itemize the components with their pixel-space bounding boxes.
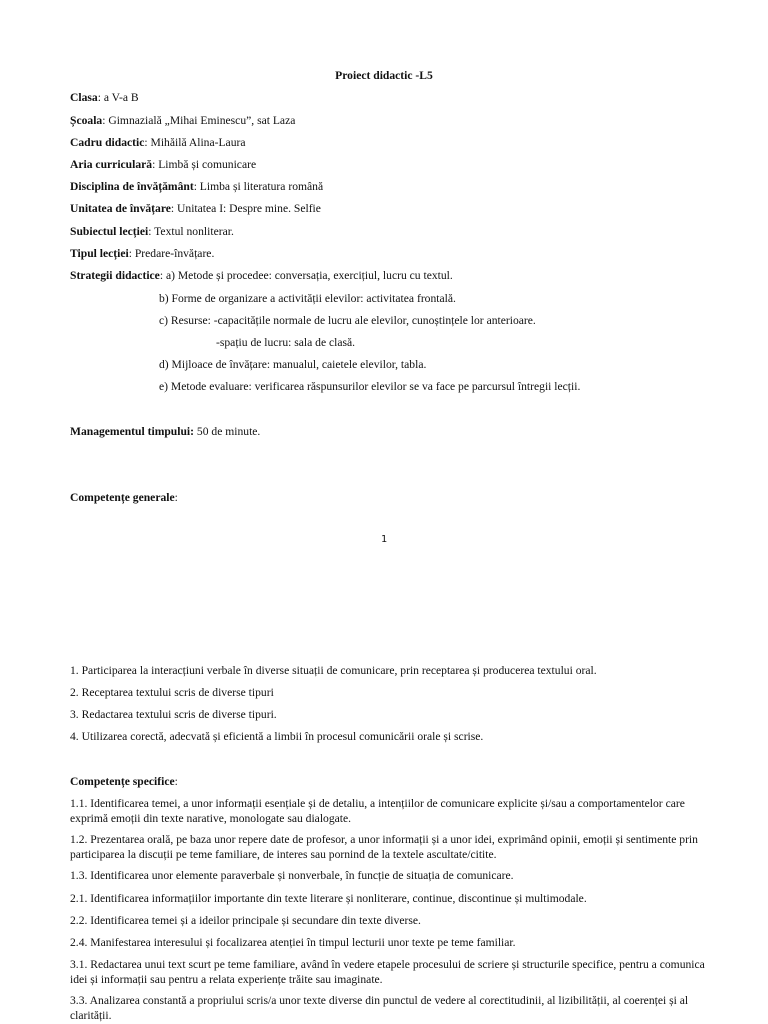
management-timp <box>70 425 260 439</box>
strategii-a: : a) Metode și procedee: conversația, exercițiul, lucru cu textul. <box>159 269 453 282</box>
field-disciplina-label: Disciplina de învățământ <box>70 180 194 193</box>
field-subiectul-label: Subiectul lecției <box>70 225 149 238</box>
strategii-c2: -spațiu de lucru: sala de clasă. <box>216 336 356 349</box>
document-title: Proiect didactic -L5 <box>335 69 433 82</box>
field-clasa-value: : a V-a B <box>97 91 139 104</box>
field-tipul-label: Tipul lecției <box>70 247 129 260</box>
field-clasa <box>70 91 139 105</box>
competente-specifice-heading <box>70 775 178 789</box>
field-tipul <box>70 247 214 261</box>
field-subiectul-value: : Textul nonliterar. <box>148 225 234 238</box>
field-scoala-value: : Gimnazială „Mihai Eminescu”, sat Laza <box>102 114 296 127</box>
competenta-specifica-2-2: 2.2. Identificarea temei și a ideilor principale și secundare din texte diverse. <box>70 914 421 927</box>
competente-generale-label: Competențe generale <box>70 491 175 504</box>
competenta-generala-3: 3. Redactarea textului scris de diverse tipuri. <box>70 708 277 721</box>
competenta-generala-1: 1. Participarea la interacțiuni verbale în diverse situații de comunicare, prin receptarea și producerea textului oral. <box>70 664 597 677</box>
competente-generale-heading <box>70 491 178 505</box>
strategii-b: b) Forme de organizare a activității elevilor: activitatea frontală. <box>159 292 456 305</box>
field-cadru-value: : Mihăilă Alina-Laura <box>144 136 246 149</box>
competenta-generala-2: 2. Receptarea textului scris de diverse tipuri <box>70 686 274 699</box>
competente-generale-colon: : <box>174 491 178 504</box>
field-clasa-label: Clasa <box>70 91 98 104</box>
competenta-specifica-2-1: 2.1. Identificarea informațiilor importante din texte literare și nonliterare, continue, discontinue și multimodale. <box>70 892 587 905</box>
field-disciplina-value: : Limba și literatura română <box>193 180 324 193</box>
strategii-e: e) Metode evaluare: verificarea răspunsurilor elevilor se va face pe parcursul întregii lecții. <box>159 380 581 393</box>
competenta-specifica-3-1: 3.1. Redactarea unui text scurt pe teme familiare, având în vedere etapele procesului de scriere și structurile specifice, pentru a comunica idei și informații sau pentru a relata experiențe trăite sau imaginate. <box>70 958 705 986</box>
competenta-specifica-2-4: 2.4. Manifestarea interesului și focalizarea atenției în timpul lecturii unor texte pe teme familiar. <box>70 936 516 949</box>
competenta-specifica-1-1: 1.1. Identificarea temei, a unor informații esențiale și de detaliu, a intențiilor de comunicare explicite și/sau a comportamentelor care exprimă emoții din texte narative, monologate sau dialogate. <box>70 797 685 825</box>
page-number: 1 <box>380 534 388 545</box>
field-cadru-didactic <box>70 136 246 150</box>
management-label: Managementul timpului: <box>70 425 194 438</box>
competente-specifice-colon: : <box>174 775 178 788</box>
field-scoala-label: Școala <box>70 114 103 127</box>
field-unitatea-label: Unitatea de învățare <box>70 202 171 215</box>
field-aria-value: : Limbă și comunicare <box>152 158 257 171</box>
field-unitatea-value: : Unitatea I: Despre mine. Selfie <box>170 202 321 215</box>
field-cadru-label: Cadru didactic <box>70 136 145 149</box>
field-aria-curriculara <box>70 158 256 172</box>
strategii-line-a <box>70 269 453 283</box>
field-scoala <box>70 114 295 128</box>
field-disciplina <box>70 180 323 194</box>
competenta-specifica-1-3: 1.3. Identificarea unor elemente paraverbale și nonverbale, în funcție de situația de comunicare. <box>70 869 514 882</box>
management-value: 50 de minute. <box>194 425 261 438</box>
field-unitatea <box>70 202 321 216</box>
field-aria-label: Aria curriculară <box>70 158 153 171</box>
competenta-specifica-1-2: 1.2. Prezentarea orală, pe baza unor repere date de profesor, a unor informații și a unor idei, exprimând opinii, emoții și sentimente prin participarea la discuții pe teme familiare, de interes sau pornind de la textele ascultate/citite. <box>70 833 698 861</box>
strategii-d: d) Mijloace de învățare: manualul, caietele elevilor, tabla. <box>159 358 427 371</box>
competenta-specifica-3-3: 3.3. Analizarea constantă a propriului scris/a unor texte diverse din punctul de vedere al corectitudinii, al lizibilității, al coerenței și al clarității. <box>70 994 689 1022</box>
strategii-c: c) Resurse: -capacitățile normale de lucru ale elevilor, cunoștințele lor anterioare. <box>159 314 536 327</box>
field-tipul-value: : Predare-învățare. <box>128 247 215 260</box>
strategii-label: Strategii didactice <box>70 269 160 282</box>
field-subiectul <box>70 225 234 239</box>
competente-specifice-label: Competențe specifice <box>70 775 175 788</box>
competenta-generala-4: 4. Utilizarea corectă, adecvată și eficientă a limbii în procesul comunicării orale și scrise. <box>70 730 484 743</box>
